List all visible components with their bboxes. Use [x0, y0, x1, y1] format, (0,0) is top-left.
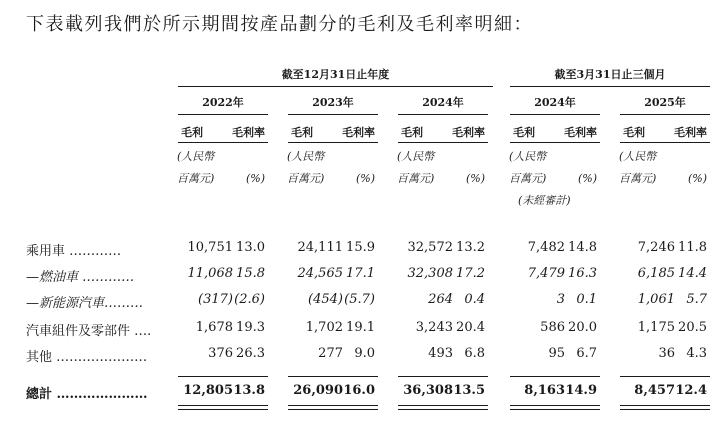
- table-cell: 36: [658, 346, 675, 361]
- table-cell: 24,565: [297, 266, 343, 281]
- table-cell: 264: [428, 292, 453, 307]
- profit-unit: 百萬元): [619, 172, 657, 185]
- margin-unit: (%): [687, 172, 707, 185]
- row-label: 其他 …………………: [26, 350, 148, 365]
- profit-col-header: 毛利: [181, 126, 203, 139]
- unaudited-note: (未經審計): [518, 194, 571, 207]
- profit-unit: (人民幣: [177, 150, 215, 163]
- table-cell: 9.0: [354, 346, 375, 361]
- year-rule: [398, 114, 488, 115]
- table-cell: (454): [308, 292, 343, 307]
- profit-unit: 百萬元): [287, 172, 325, 185]
- table-cell: 16.0: [343, 383, 375, 398]
- table-cell: 277: [318, 346, 343, 361]
- table-cell: 1,678: [195, 320, 233, 335]
- table-cell: 14.9: [565, 383, 597, 398]
- table-cell: 12,805: [183, 383, 233, 398]
- table-cell: 20.0: [568, 320, 597, 335]
- table-cell: 16.3: [568, 266, 597, 281]
- table-cell: 12.4: [675, 383, 707, 398]
- table-cell: 20.5: [678, 320, 707, 335]
- table-cell: (5.7): [344, 292, 375, 307]
- table-cell: 376: [208, 346, 233, 361]
- table-cell: 586: [540, 320, 565, 335]
- margin-unit: (%): [245, 172, 265, 185]
- table-cell: 32,572: [407, 240, 453, 255]
- table-cell: 3: [556, 292, 565, 307]
- table-cell: 20.4: [456, 320, 485, 335]
- header-rule: [398, 142, 488, 143]
- table-cell: 7,482: [527, 240, 565, 255]
- table-cell: 13.2: [456, 240, 485, 255]
- table-cell: 3,243: [415, 320, 453, 335]
- year-rule: [620, 114, 710, 115]
- group-header-quarter: 截至3月31日止三個月: [554, 68, 666, 81]
- year-header: 2024年: [534, 96, 576, 109]
- header-rule: [510, 142, 600, 143]
- total-double-rule: [620, 405, 710, 410]
- total-double-rule: [510, 405, 600, 410]
- row-label: —燃油車 …………: [26, 270, 135, 285]
- table-cell: 1,061: [637, 292, 675, 307]
- row-label: 總計 …………………: [26, 387, 148, 402]
- year-header: 2022年: [202, 96, 244, 109]
- table-cell: 11,068: [187, 266, 233, 281]
- profit-unit: (人民幣: [287, 150, 325, 163]
- table-cell: 14.4: [678, 266, 707, 281]
- table-cell: 19.1: [346, 320, 375, 335]
- table-cell: 32,308: [407, 266, 453, 281]
- table-cell: 17.2: [456, 266, 485, 281]
- margin-col-header: 毛利率: [674, 126, 707, 139]
- table-cell: 15.9: [346, 240, 375, 255]
- header-rule: [178, 142, 268, 143]
- table-cell: 10,751: [187, 240, 233, 255]
- subtotal-rule: [620, 376, 710, 377]
- table-cell: 13.8: [233, 383, 265, 398]
- profit-unit: 百萬元): [509, 172, 547, 185]
- table-cell: 13.5: [453, 383, 485, 398]
- subtotal-rule: [178, 376, 268, 377]
- row-label: 乘用車 …………: [26, 244, 122, 259]
- group-rule-quarter: [510, 86, 710, 87]
- profit-unit: 百萬元): [397, 172, 435, 185]
- year-header: 2025年: [644, 96, 686, 109]
- profit-unit: 百萬元): [177, 172, 215, 185]
- table-cell: 5.7: [686, 292, 707, 307]
- row-label: —新能源汽車………: [26, 296, 144, 311]
- margin-unit: (%): [465, 172, 485, 185]
- table-cell: 8,163: [524, 383, 565, 398]
- total-double-rule: [398, 405, 488, 410]
- table-cell: 6.8: [464, 346, 485, 361]
- profit-unit: (人民幣: [509, 150, 547, 163]
- margin-col-header: 毛利率: [564, 126, 597, 139]
- profit-col-header: 毛利: [623, 126, 645, 139]
- profit-col-header: 毛利: [401, 126, 423, 139]
- table-cell: (317): [198, 292, 233, 307]
- group-header-annual: 截至12月31日止年度: [281, 68, 390, 81]
- table-cell: 26.3: [236, 346, 265, 361]
- year-rule: [510, 114, 600, 115]
- table-cell: 0.1: [576, 292, 597, 307]
- table-cell: 11.8: [678, 240, 707, 255]
- profit-unit: (人民幣: [397, 150, 435, 163]
- group-rule-annual: [178, 86, 493, 87]
- subtotal-rule: [398, 376, 488, 377]
- table-cell: 24,111: [297, 240, 343, 255]
- table-cell: 4.3: [686, 346, 707, 361]
- table-cell: 19.3: [236, 320, 265, 335]
- margin-col-header: 毛利率: [232, 126, 265, 139]
- table-cell: 0.4: [464, 292, 485, 307]
- year-rule: [178, 114, 268, 115]
- subtotal-rule: [510, 376, 600, 377]
- table-cell: 7,246: [637, 240, 675, 255]
- margin-col-header: 毛利率: [342, 126, 375, 139]
- profit-col-header: 毛利: [513, 126, 535, 139]
- table-cell: (2.6): [234, 292, 265, 307]
- table-cell: 493: [428, 346, 453, 361]
- table-cell: 7,479: [527, 266, 565, 281]
- table-cell: 95: [548, 346, 565, 361]
- total-double-rule: [178, 405, 268, 410]
- subtotal-rule: [288, 376, 378, 377]
- table-cell: 14.8: [568, 240, 597, 255]
- table-cell: 17.1: [346, 266, 375, 281]
- row-label: 汽車組件及零部件 ….: [26, 324, 152, 339]
- table-cell: 15.8: [236, 266, 265, 281]
- profit-col-header: 毛利: [291, 126, 313, 139]
- margin-unit: (%): [577, 172, 597, 185]
- table-cell: 6,185: [637, 266, 675, 281]
- intro-text: 下表載列我們於所示期間按產品劃分的毛利及毛利率明細：: [26, 14, 533, 35]
- table-cell: 36,308: [403, 383, 453, 398]
- table-cell: 1,702: [305, 320, 343, 335]
- table-cell: 13.0: [236, 240, 265, 255]
- header-rule: [288, 142, 378, 143]
- margin-col-header: 毛利率: [452, 126, 485, 139]
- table-cell: 6.7: [576, 346, 597, 361]
- table-cell: 26,090: [293, 383, 343, 398]
- margin-unit: (%): [355, 172, 375, 185]
- profit-unit: (人民幣: [619, 150, 657, 163]
- year-rule: [288, 114, 378, 115]
- table-cell: 8,457: [634, 383, 675, 398]
- header-rule: [620, 142, 710, 143]
- year-header: 2024年: [422, 96, 464, 109]
- year-header: 2023年: [312, 96, 354, 109]
- total-double-rule: [288, 405, 378, 410]
- table-cell: 1,175: [637, 320, 675, 335]
